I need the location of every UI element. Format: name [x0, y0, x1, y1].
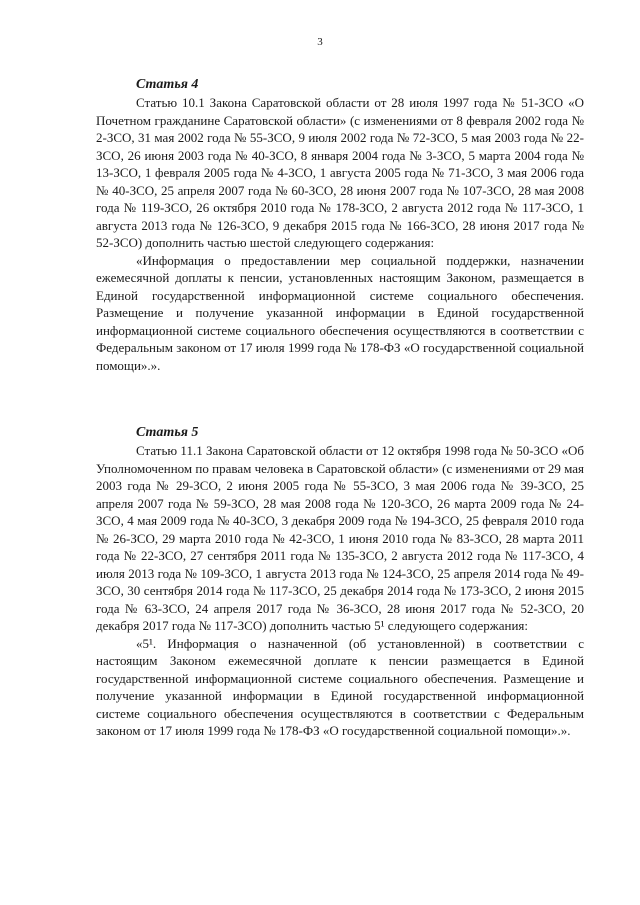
article-heading: Статья 4: [136, 77, 199, 92]
article-paragraph: Статью 10.1 Закона Саратовской области от 28 июля 1997 года № 51-ЗСО «О Почетном гражданине Саратовской области» (с изменениями от 8 февраля 2002 года № 2-ЗСО, 31 мая 2002 года № 55-ЗСО, 9 июля 2002 года № 72-ЗСО, 5 мая 2003 года № 22-ЗСО, 26 июня 2003 года № 40-ЗСО, 8 января 2004 года № 3-ЗСО, 5 марта 2004 года № 13-ЗСО, 1 февраля 2005 года № 4-ЗСО, 1 августа 2005 года № 71-ЗСО, 3 мая 2006 года № 40-ЗСО, 25 апреля 2007 года № 60-ЗСО, 28 июня 2007 года № 107-ЗСО, 28 мая 2008 года № 119-ЗСО, 26 октября 2010 года № 178-ЗСО, 2 августа 2012 года № 117-ЗСО, 1 августа 2013 года № 126-ЗСО, 9 декабря 2015 года № 166-ЗСО, 28 июня 2017 года № 52-ЗСО) дополнить частью шестой следующего содержания:: [96, 95, 584, 250]
article-paragraph: Статью 11.1 Закона Саратовской области от 12 октября 1998 года № 50-ЗСО «Об Уполномоченном по правам человека в Саратовской области» (с изменениями от 29 мая 2003 года № 29-ЗСО, 2 июня 2005 года № 55-ЗСО, 3 мая 2006 года № 39-ЗСО, 25 апреля 2007 года № 59-ЗСО, 28 мая 2008 года № 120-ЗСО, 26 марта 2009 года № 24-ЗСО, 4 мая 2009 года № 40-ЗСО, 3 декабря 2009 года № 194-ЗСО, 25 февраля 2010 года № 26-ЗСО, 29 марта 2010 года № 42-ЗСО, 1 июня 2010 года № 83-ЗСО, 28 марта 2011 года № 22-ЗСО, 27 сентября 2011 года № 135-ЗСО, 2 августа 2012 года № 117-ЗСО, 4 июля 2013 года № 109-ЗСО, 1 августа 2013 года № 124-ЗСО, 25 апреля 2014 года № 49-ЗСО, 30 сентября 2014 года № 117-ЗСО, 25 декабря 2014 года № 173-ЗСО, 2 июня 2015 года № 63-ЗСО, 24 апреля 2017 года № 36-ЗСО, 28 июня 2017 года № 52-ЗСО, 20 декабря 2017 года № 117-ЗСО) дополнить частью 5¹ следующего содержания:: [96, 443, 584, 633]
article-heading: Статья 5: [136, 425, 199, 440]
article-4: [96, 76, 584, 374]
article-paragraph: «Информация о предоставлении мер социальной поддержки, назначении ежемесячной доплаты к пенсии, установленных настоящим Законом, размещается в Единой государственной информационной системе социального обеспечения. Размещение и получение указанной информации в Единой государственной информационной системе социального обеспечения осуществляются в соответствии с Федеральным законом от 17 июля 1999 года № 178-ФЗ «О государственной социальной помощи».».: [96, 252, 584, 373]
page-number: 3: [317, 36, 323, 48]
article-5: [96, 424, 584, 740]
article-paragraph: «5¹. Информация о назначенной (об установленной) в соответствии с настоящим Законом ежемесячной доплате к пенсии размещается в Единой государственной информационной системе социального обеспечения. Размещение и получение указанной информации в Единой государственной информационной системе социального обеспечения осуществляются в соответствии с Федеральным законом от 17 июля 1999 года № 178-ФЗ «О государственной социальной помощи».».: [96, 635, 584, 738]
